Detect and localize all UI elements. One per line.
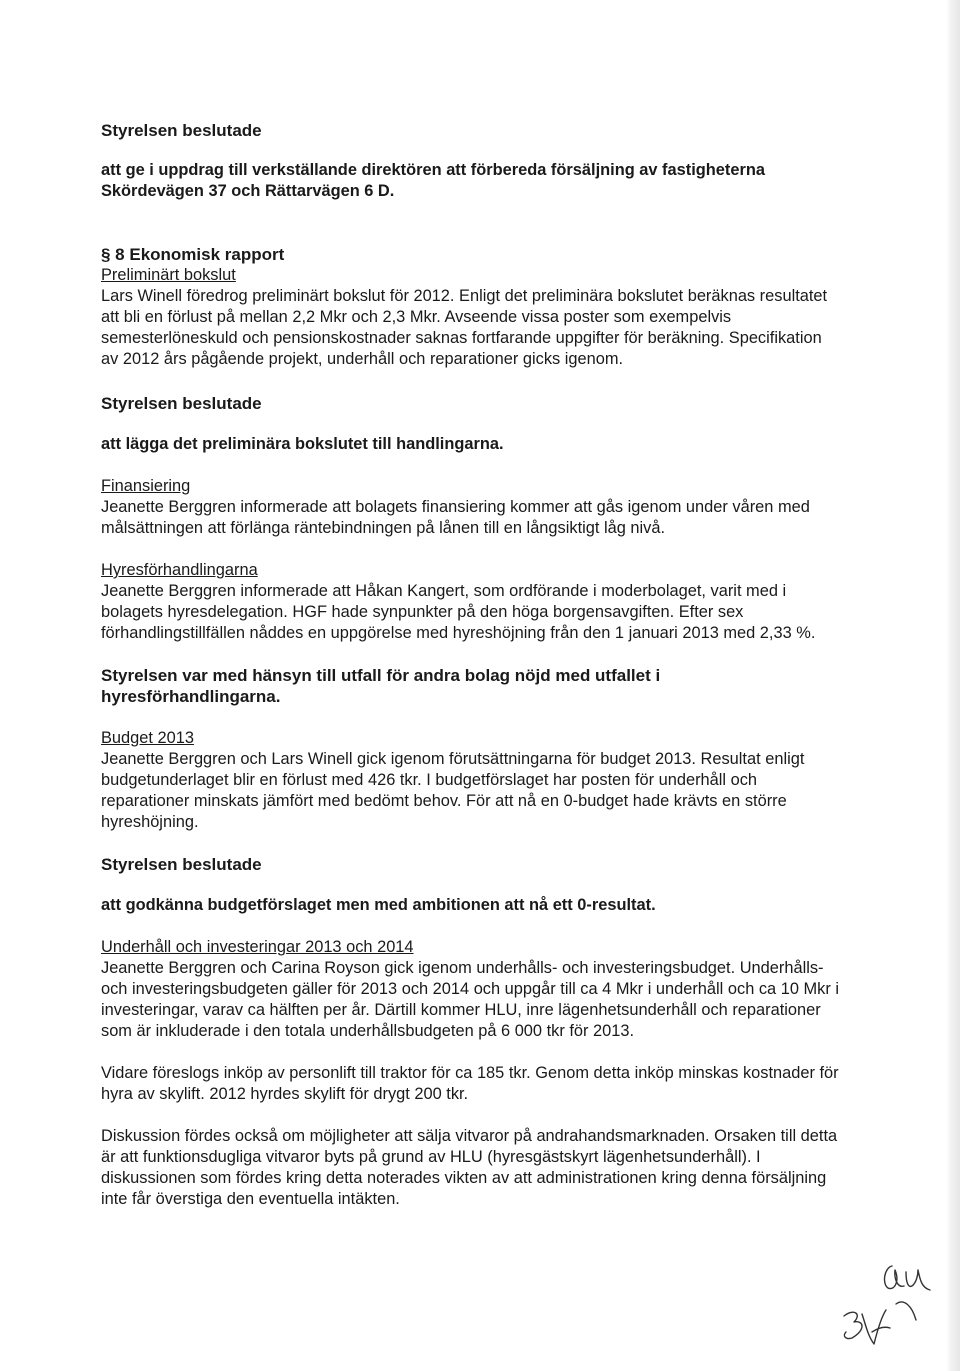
paragraph-personlift: Vidare föreslogs inköp av personlift till traktor för ca 185 tkr. Genom detta inköp minskas kostnader för hyra av skylift. 2012 hyrdes skylift för drygt 200 tkr. <box>101 1064 839 1103</box>
decision-text: att ge i uppdrag till verkställande direktören att förbereda försäljning av fastigheterna Skördevägen 37 och Rättarvägen 6 D. <box>101 161 765 200</box>
handwritten-initials-signature <box>832 1258 932 1358</box>
section-heading: § 8 Ekonomisk rapport <box>101 245 285 264</box>
paragraph-hyresforhandlingarna: Jeanette Berggren informerade att Håkan Kangert, som ordförande i moderbolaget, varit med i bolagets hyresdelegation. HGF hade synpunkter på den höga borgensavgiften. Efter sex förhandlingstillfällen nåddes en uppgörelse med hyreshöjning från den 1 januari 2013 med 2,33 %. <box>101 582 816 642</box>
subheading-finansiering: Finansiering <box>101 477 191 495</box>
paragraph-bokslut: Lars Winell föredrog preliminärt bokslut för 2012. Enligt det preliminära bokslutet beräknas resultatet att bli en förlust på mellan 2,2 Mkr och 2,3 Mkr. Avseende vissa poster som exempelvis semesterlöneskuld och pensionskostnader saknas fortfarande uppgifter för beräkning. Specifikation av 2012 års pågående projekt, underhåll och reparationer gicks igenom. <box>101 287 828 368</box>
decision-heading: Styrelsen beslutade <box>101 394 262 413</box>
paragraph-budget: Jeanette Berggren och Lars Winell gick igenom förutsättningarna för budget 2013. Resultat enligt budgetunderlaget blir en förlust med 426 tkr. I budgetförslaget har posten för underhåll och reparationer minskats jämfört med bedömt behov. För att nå en 0-budget hade krävts en större hyreshöjning. <box>101 750 805 831</box>
decision-text: Styrelsen var med hänsyn till utfall för andra bolag nöjd med utfallet i hyresförhandlingarna. <box>101 666 661 706</box>
decision-text: att godkänna budgetförslaget men med ambitionen att nå ett 0-resultat. <box>101 896 656 914</box>
paragraph-vitvaror: Diskussion fördes också om möjligheter att sälja vitvaror på andrahandsmarknaden. Orsaken till detta är att funktionsdugliga vitvaror byts på grund av HLU (hyresgästskyrt lägenhetsunderhåll). I diskussionen som fördes kring detta noterades vikten av att administrationen kring denna försäljning inte får överstiga den eventuella intäkten. <box>101 1127 838 1208</box>
paragraph-underhall: Jeanette Berggren och Carina Royson gick igenom underhålls- och investeringsbudget. Underhålls- och investeringsbudgeten gäller för 2013 och 2014 och uppgår till ca 4 Mkr i underhåll och ca 10 Mkr i investeringar, varav ca hälften per år. Därtill kommer HLU, inre lägenhetsunderhåll och reparationer som är inkluderade i den totala underhållsbudgeten på 6 000 tkr för 2013. <box>101 959 840 1040</box>
subheading-hyresforhandlingarna: Hyresförhandlingarna <box>101 561 258 579</box>
page-edge-shadow <box>946 0 960 1371</box>
paragraph-finansiering: Jeanette Berggren informerade att bolagets finansiering kommer att gås igenom under våren med målsättningen att förlänga räntebindningen på lånen till en långsiktigt låg nivå. <box>101 498 810 537</box>
document-body <box>101 108 841 1210</box>
decision-text: att lägga det preliminära bokslutet till handlingarna. <box>101 435 504 453</box>
subheading-preliminart-bokslut: Preliminärt bokslut <box>101 266 236 284</box>
subheading-budget-2013: Budget 2013 <box>101 729 194 747</box>
decision-heading: Styrelsen beslutade <box>101 855 262 874</box>
decision-heading: Styrelsen beslutade <box>101 121 262 140</box>
subheading-underhall: Underhåll och investeringar 2013 och 2014 <box>101 938 414 956</box>
